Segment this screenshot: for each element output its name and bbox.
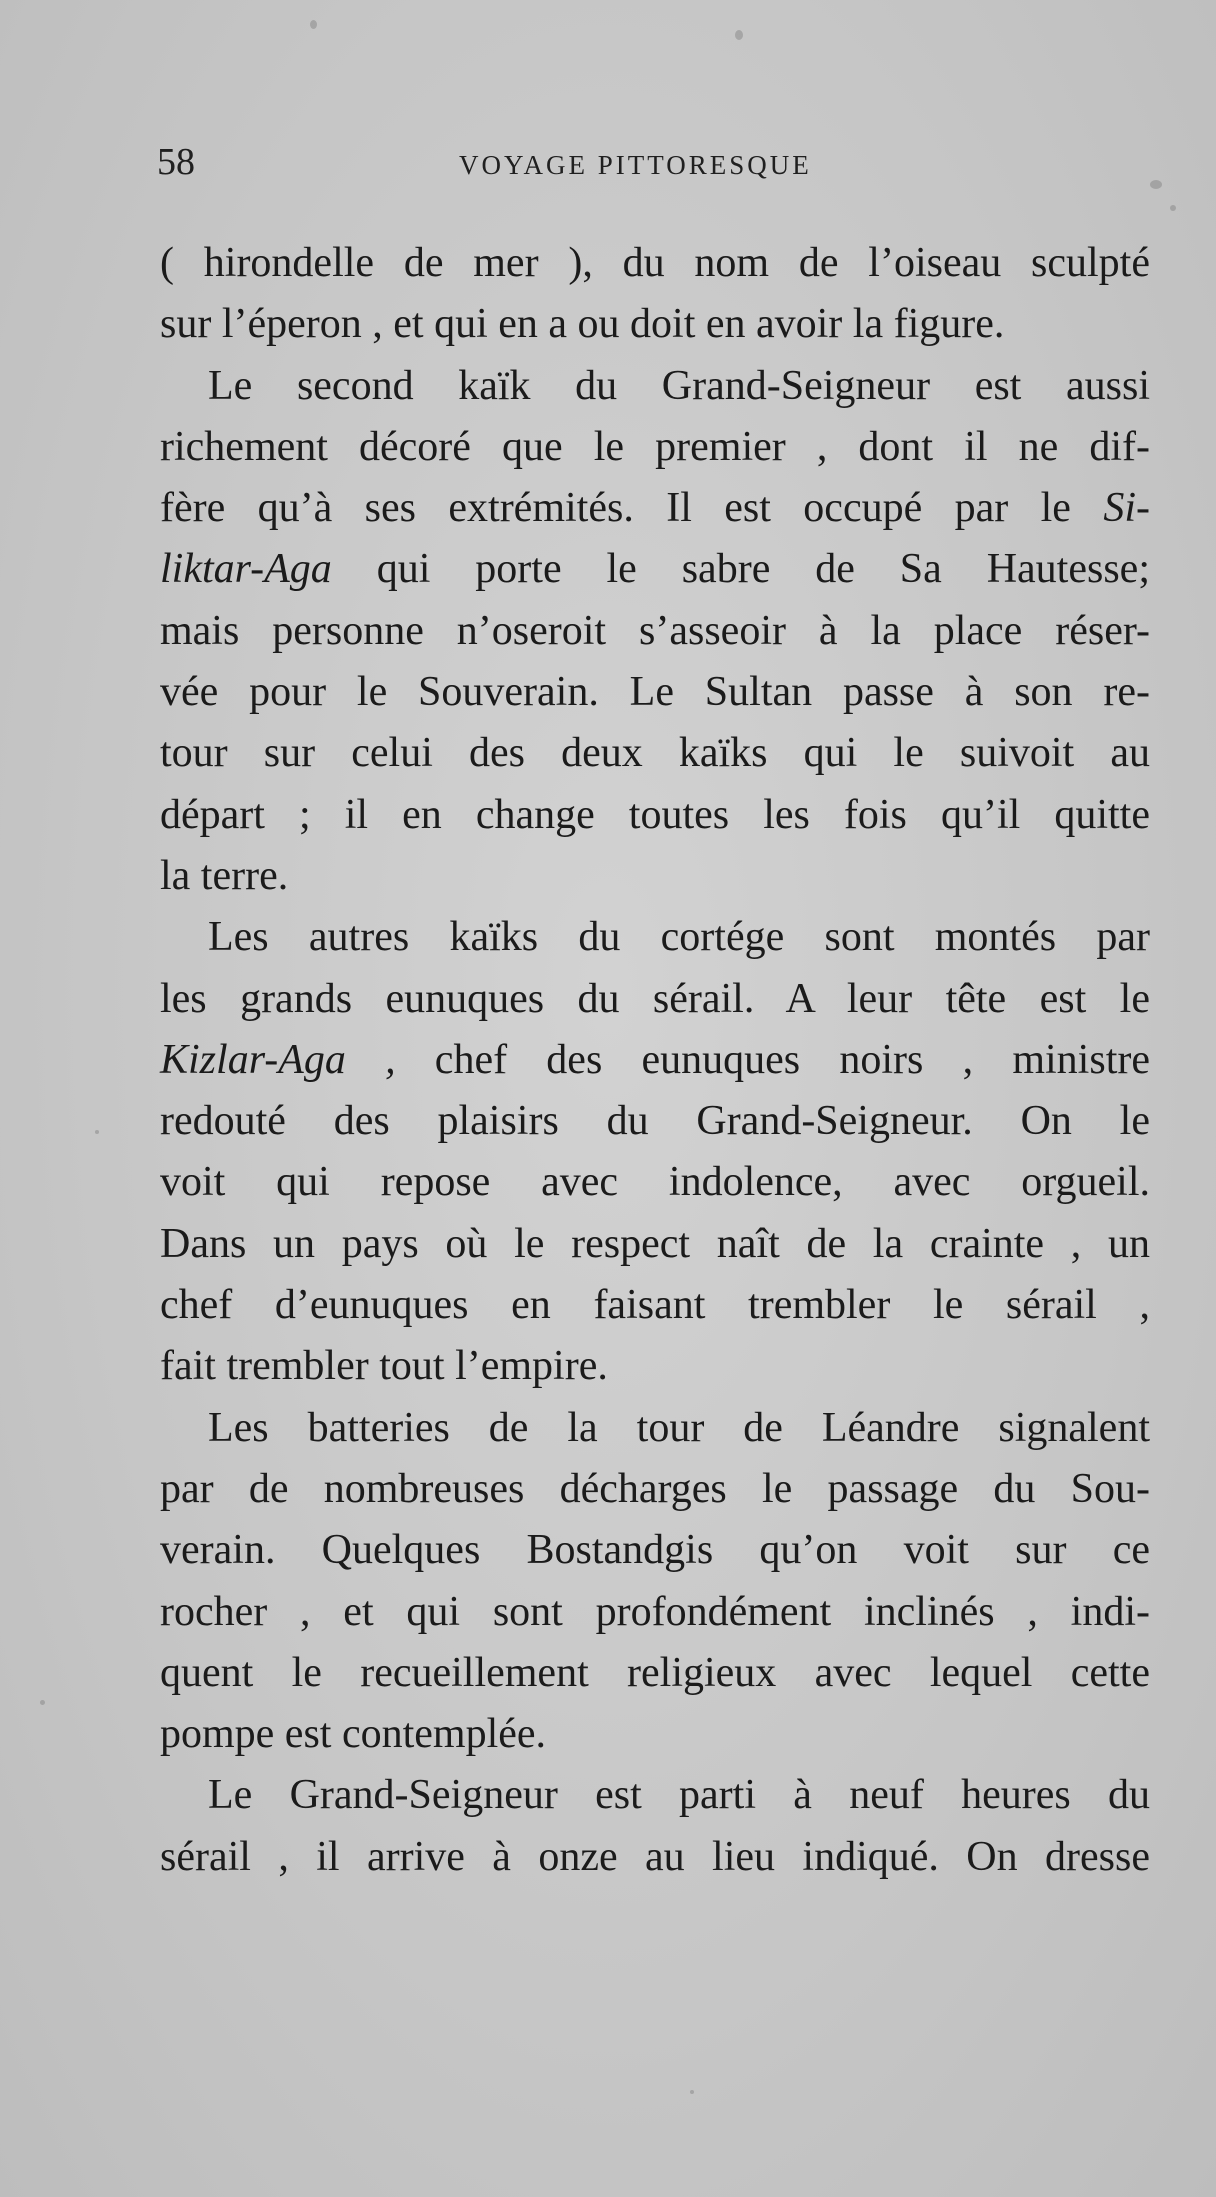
running-title: VOYAGE PITTORESQUE bbox=[459, 150, 812, 180]
text-line bbox=[160, 1030, 1150, 1091]
text-line: vée pour le Souverain. Le Sultan passe à son re- bbox=[160, 669, 1150, 716]
body-text bbox=[160, 233, 1150, 1888]
text-line: sur l’éperon , et qui en a ou doit en avoir la figure. bbox=[160, 301, 1005, 348]
text-line: Le second kaïk du Grand-Seigneur est aussi bbox=[208, 362, 1150, 409]
text-line: Les autres kaïks du cortége sont montés par bbox=[208, 914, 1150, 961]
text-line: fait trembler tout l’empire. bbox=[160, 1343, 608, 1390]
text-line: mais personne n’oseroit s’asseoir à la place réser- bbox=[160, 607, 1150, 654]
text-line bbox=[160, 539, 1150, 600]
text-line: voit qui repose avec indolence, avec orgueil. bbox=[160, 1159, 1150, 1206]
text-line: Dans un pays où le respect naît de la crainte , un bbox=[160, 1220, 1150, 1267]
page-number: 58 bbox=[157, 141, 195, 183]
text-line: sérail , il arrive à onze au lieu indiqué. On dresse bbox=[160, 1833, 1150, 1880]
page-header bbox=[157, 140, 1147, 190]
text-line: départ ; il en change toutes les fois qu’il quitte bbox=[160, 791, 1150, 838]
text-line: par de nombreuses décharges le passage du Sou- bbox=[160, 1465, 1150, 1512]
text-line: Les batteries de la tour de Léandre signalent bbox=[208, 1404, 1150, 1451]
text-line: redouté des plaisirs du Grand-Seigneur. On le bbox=[160, 1098, 1150, 1145]
text-line: les grands eunuques du sérail. A leur tête est le bbox=[160, 975, 1150, 1022]
text-segment: qui porte le sabre de Sa Hautesse; bbox=[331, 546, 1150, 593]
text-line bbox=[160, 478, 1150, 539]
text-line: chef d’eunuques en faisant trembler le sérail , bbox=[160, 1282, 1150, 1329]
text-line: verain. Quelques Bostandgis qu’on voit sur ce bbox=[160, 1527, 1150, 1574]
text-segment: fère qu’à ses extrémités. Il est occupé par le bbox=[160, 485, 1104, 532]
italic-term: Si- bbox=[1103, 485, 1150, 532]
text-line: Le Grand-Seigneur est parti à neuf heures du bbox=[208, 1772, 1150, 1819]
text-line: richement décoré que le premier , dont il ne dif- bbox=[160, 423, 1150, 470]
text-line: tour sur celui des deux kaïks qui le suivoit au bbox=[160, 730, 1150, 777]
italic-term: liktar-Aga bbox=[160, 546, 332, 593]
text-line: la terre. bbox=[160, 852, 289, 899]
text-segment: chef des eunuques noirs , ministre bbox=[395, 1036, 1150, 1083]
text-line: quent le recueillement religieux avec lequel cette bbox=[160, 1649, 1150, 1696]
italic-term: Kizlar-Aga , bbox=[160, 1036, 396, 1083]
text-line: pompe est contemplée. bbox=[160, 1711, 547, 1758]
text-line: rocher , et qui sont profondément inclinés , indi- bbox=[160, 1588, 1150, 1635]
text-line: ( hirondelle de mer ), du nom de l’oiseau sculpté bbox=[160, 240, 1150, 286]
